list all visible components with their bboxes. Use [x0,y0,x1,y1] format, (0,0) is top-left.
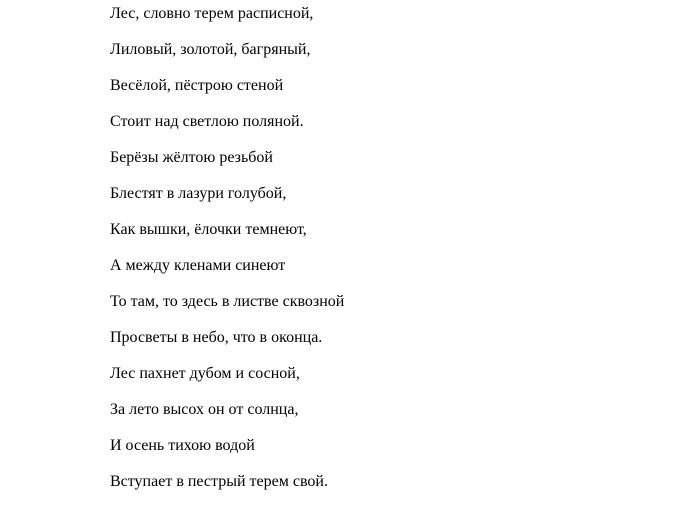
poem-text [110,3,344,507]
poem-line: Берёзы жёлтою резьбой [110,149,273,166]
poem-line: И осень тихою водой [110,437,255,454]
poem-line: Лиловый, золотой, багряный, [110,41,311,58]
poem-line: Блестят в лазури голубой, [110,185,287,202]
poem-line: Лес, словно терем расписной, [110,5,314,22]
poem-line: Лес пахнет дубом и сосной, [110,365,300,382]
poem-line: А между кленами синеют [110,257,286,274]
poem-line: Весёлой, пёстрою стеной [110,77,284,94]
poem-line: Вступает в пестрый терем свой. [110,473,328,490]
poem-line: Просветы в небо, что в оконца. [110,329,323,346]
poem-line: Как вышки, ёлочки темнеют, [110,221,307,238]
poem-line: Стоит над светлою поляной. [110,113,304,130]
poem-line: За лето высох он от солнца, [110,401,299,418]
poem-line: То там, то здесь в листве сквозной [110,293,345,310]
